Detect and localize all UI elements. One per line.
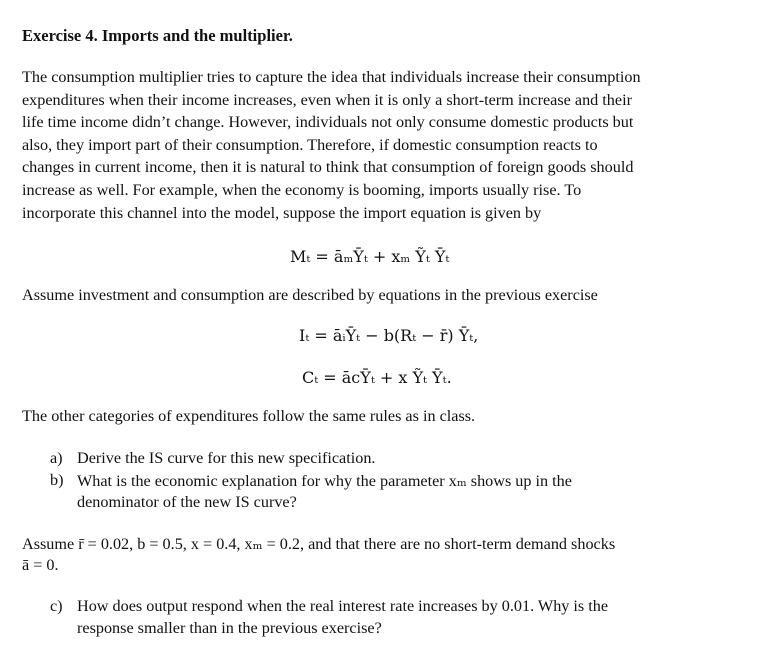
question-text: denominator of the new IS curve? [77, 493, 297, 511]
question-b [0, 471, 777, 515]
intro-paragraph [22, 66, 641, 224]
question-a [0, 449, 777, 471]
import-equation: Mₜ = āₘȲₜ + xₘ Ỹₜ Ȳₜ [290, 247, 450, 266]
question-text: Derive the IS curve for this new specification. [77, 449, 376, 467]
exercise-title: Exercise 4. Imports and the multiplier. [22, 26, 293, 45]
question-label: b) [50, 471, 64, 489]
question-c [0, 597, 777, 641]
assume-text: Assume investment and consumption are described by equations in the previous exercise [22, 286, 598, 304]
intro-line: changes in current income, then it is natural to think that consumption of foreign goods should [22, 158, 634, 177]
question-text: What is the economic explanation for why the parameter xₘ shows up in the [77, 472, 572, 490]
question-text: response smaller than in the previous exercise? [77, 619, 382, 637]
question-label: c) [50, 597, 63, 615]
parameters-line: ā = 0. [22, 556, 59, 574]
intro-line: increase as well. For example, when the economy is booming, imports usually rise. To [22, 180, 582, 199]
intro-line: life time income didn’t change. However, individuals not only consume domestic products but [22, 113, 634, 132]
parameters-line: Assume r̄ = 0.02, b = 0.5, x = 0.4, xₘ = 0.2, and that there are no short-term demand shocks [22, 535, 616, 553]
question-text: How does output respond when the real interest rate increases by 0.01. Why is the [77, 597, 609, 615]
intro-line: expenditures when their income increases, even when it is only a short-term increase and their [22, 90, 632, 109]
other-categories-text: The other categories of expenditures follow the same rules as in class. [22, 407, 476, 425]
intro-line: also, they import part of their consumption. Therefore, if domestic consumption reacts to [22, 135, 598, 154]
investment-equation: Iₜ = āᵢȲₜ − b(Rₜ − r̄) Ȳₜ, [299, 326, 479, 345]
intro-line: incorporate this channel into the model, suppose the import equation is given by [22, 203, 542, 222]
consumption-equation: Cₜ = ācȲₜ + x Ỹₜ Ȳₜ. [302, 368, 452, 387]
intro-line: The consumption multiplier tries to capture the idea that individuals increase their consumption [22, 68, 641, 86]
question-label: a) [50, 449, 63, 467]
